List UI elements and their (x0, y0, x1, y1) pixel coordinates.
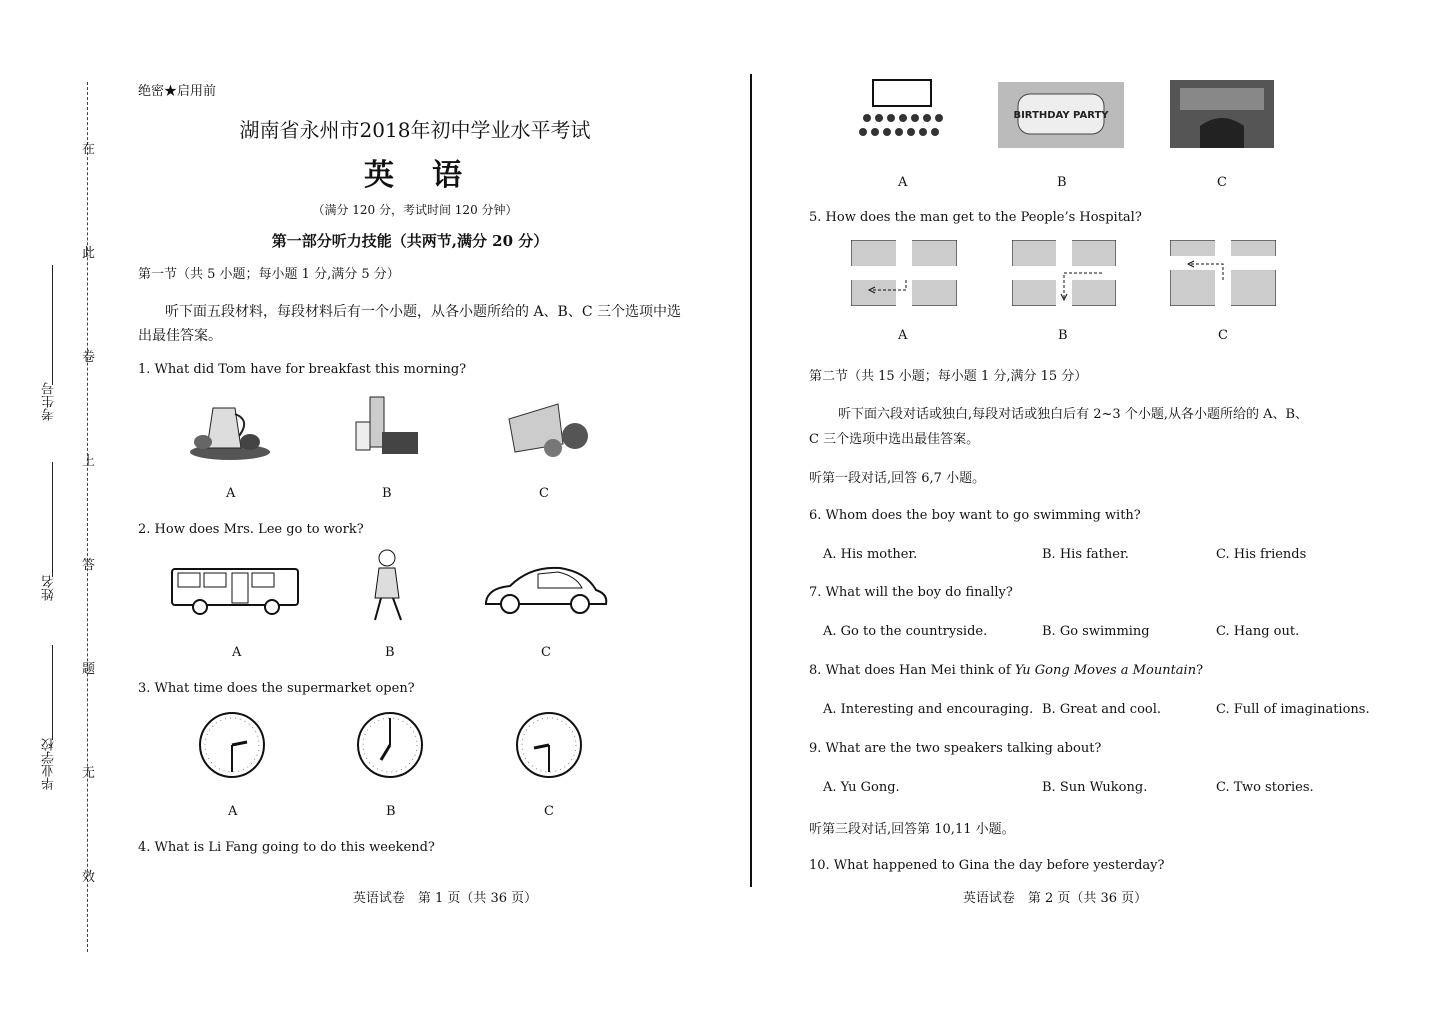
bus-icon (170, 565, 302, 617)
option-label-c: C (541, 645, 551, 660)
binding-char: 效 (82, 870, 96, 885)
score-note: （满分 120 分，考试时间 120 分钟） (312, 203, 518, 217)
field-label-name: 姓名 (42, 575, 57, 601)
section1-heading: 第一节（共 5 小题；每小题 1 分,满分 5 分） (138, 267, 400, 282)
q7-option-b: B. Go swimming (1042, 624, 1150, 639)
field-label-exam-no: 考生号 (42, 382, 57, 421)
option-label-a: A (898, 175, 908, 190)
option-label-a: A (232, 645, 242, 660)
q6-option-b: B. His father. (1042, 547, 1129, 562)
subject-title: 英 语 (364, 158, 466, 193)
figure-birthday-party (998, 82, 1124, 148)
car-icon (480, 560, 612, 618)
walking-person-icon (365, 548, 410, 624)
figure-milk-and-eggs (185, 390, 280, 465)
question-10: 10. What happened to Gina the day before yesterday? (809, 858, 1165, 873)
option-label-a: A (898, 328, 908, 343)
question-1: 1. What did Tom have for breakfast this morning? (138, 362, 467, 377)
exam-title: 湖南省永州市2018年初中学业水平考试 (239, 118, 591, 142)
instructions-cont: 出最佳答案。 (138, 328, 222, 344)
q7-option-c: C. Hang out. (1216, 624, 1300, 639)
instructions-2: 听下面六段对话或独白,每段对话或独白后有 2~3 个小题,从各小题所给的 A、B、 (838, 407, 1309, 422)
question-2: 2. How does Mrs. Lee go to work? (138, 522, 364, 537)
field-line (52, 645, 53, 740)
figure-museum-gate (1170, 80, 1274, 148)
route-map (1012, 240, 1116, 306)
q9-option-a: A. Yu Gong. (823, 780, 900, 795)
binding-char: 此 (82, 246, 96, 261)
section2-heading: 第二节（共 15 小题；每小题 1 分,满分 15 分） (809, 369, 1088, 384)
binding-char: 无 (82, 766, 96, 781)
option-label-b: B (1057, 175, 1067, 190)
instructions-2-cont: C 三个选项中选出最佳答案。 (809, 432, 980, 447)
option-label-b: B (382, 486, 392, 501)
question-3: 3. What time does the supermarket open? (138, 681, 415, 696)
secret-mark: 绝密★启用前 (138, 84, 217, 99)
clock-icon (514, 710, 584, 780)
q8-option-c: C. Full of imaginations. (1216, 702, 1370, 717)
option-label-c: C (539, 486, 549, 501)
q9-option-c: C. Two stories. (1216, 780, 1314, 795)
birthday-party-text: BIRTHDAY PARTY (1013, 110, 1109, 121)
binding-char: 卷 (82, 350, 96, 365)
field-line (52, 462, 53, 577)
option-label-b: B (1058, 328, 1068, 343)
q8-text: 8. What does Han Mei think of (809, 663, 1015, 678)
figure-cinema (855, 78, 950, 146)
figure-milk-and-bread (352, 392, 422, 464)
part1-heading: 第一部分听力技能（共两节,满分 20 分） (271, 232, 549, 250)
q8-option-b: B. Great and cool. (1042, 702, 1162, 717)
question-8 (809, 663, 1203, 678)
route-map (851, 240, 957, 306)
binding-char: 上 (82, 454, 96, 469)
question-6: 6. Whom does the boy want to go swimming with? (809, 508, 1141, 523)
q8-option-a: A. Interesting and encouraging. (823, 702, 1034, 717)
clock-icon (355, 710, 425, 780)
dialogue-3-heading: 听第三段对话,回答第 10,11 小题。 (809, 822, 1015, 837)
question-4: 4. What is Li Fang going to do this weekend? (138, 840, 435, 855)
q8-end: ? (1196, 663, 1204, 678)
field-label-school: 毕业学校 (42, 738, 57, 790)
q9-option-b: B. Sun Wukong. (1042, 780, 1148, 795)
q6-option-c: C. His friends (1216, 547, 1307, 562)
dialogue-1-heading: 听第一段对话,回答 6,7 小题。 (809, 471, 986, 486)
binding-char: 答 (82, 558, 96, 573)
instructions: 听下面五段材料，每段材料后有一个小题，从各小题所给的 A、B、C 三个选项中选 (165, 304, 682, 320)
option-label-a: A (228, 804, 238, 819)
binding-char: 题 (82, 662, 96, 677)
field-line (52, 265, 53, 385)
question-5: 5. How does the man get to the People’s Hospital? (809, 210, 1142, 225)
route-map (1170, 240, 1276, 306)
q7-option-a: A. Go to the countryside. (823, 624, 988, 639)
option-label-b: B (385, 645, 395, 660)
option-label-c: C (544, 804, 554, 819)
question-7: 7. What will the boy do finally? (809, 585, 1013, 600)
option-label-c: C (1218, 328, 1228, 343)
page-footer-2: 英语试卷 第 2 页（共 36 页） (962, 891, 1148, 906)
option-label-b: B (386, 804, 396, 819)
page-divider (750, 74, 752, 887)
page-footer-1: 英语试卷 第 1 页（共 36 页） (352, 891, 538, 906)
q6-option-a: A. His mother. (823, 547, 918, 562)
q8-book-title: Yu Gong Moves a Mountain (1014, 663, 1197, 678)
option-label-a: A (226, 486, 236, 501)
clock-icon (197, 710, 267, 780)
binding-char: 在 (82, 142, 96, 157)
question-9: 9. What are the two speakers talking about? (809, 741, 1102, 756)
option-label-c: C (1217, 175, 1227, 190)
figure-bread-and-apple (503, 394, 598, 464)
